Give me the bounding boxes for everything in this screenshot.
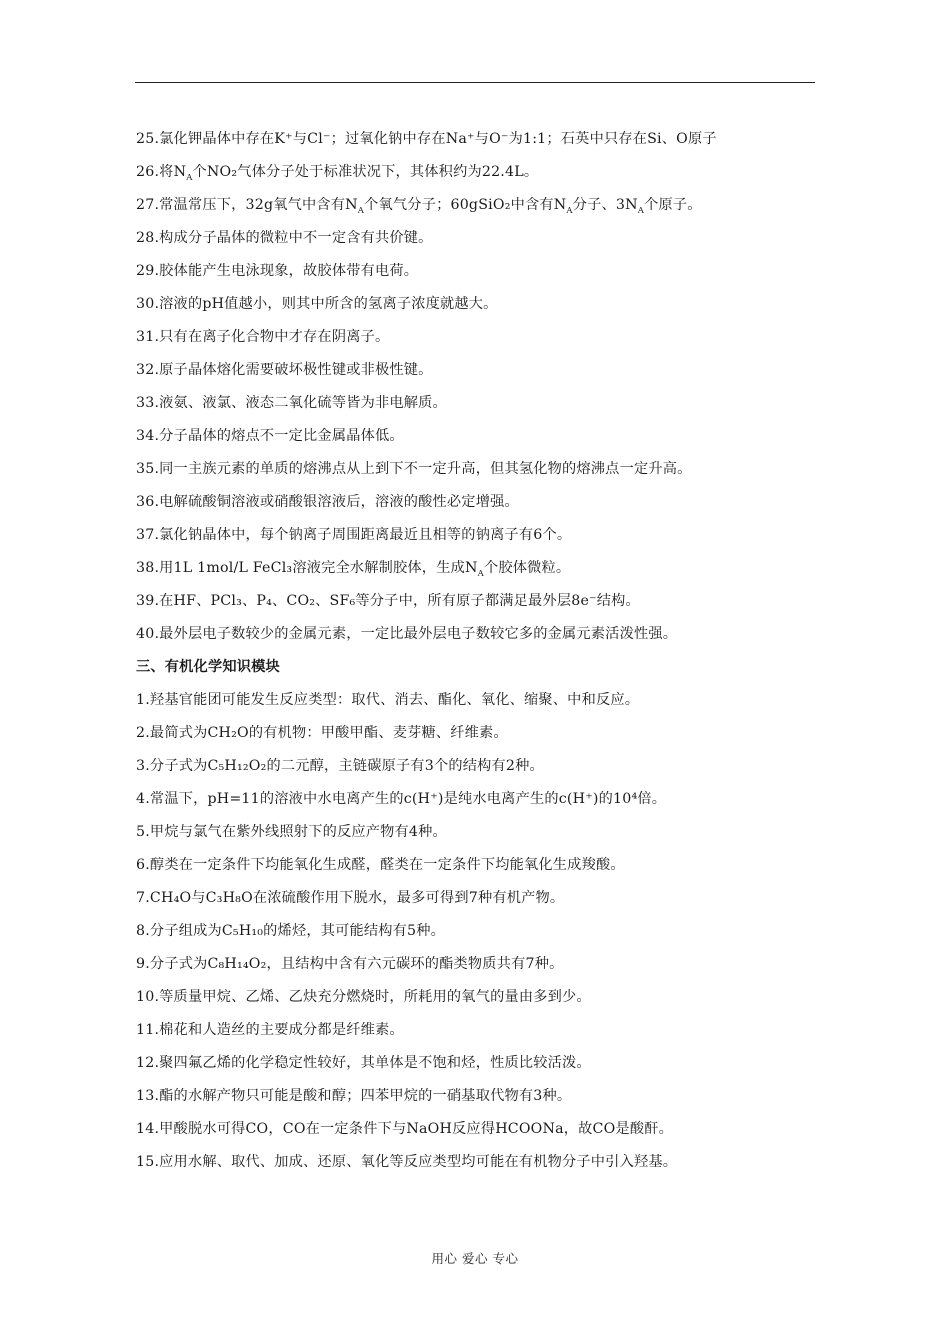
list-item-11: 11.棉花和人造丝的主要成分都是纤维素。 [136,1022,404,1038]
list-item-40: 40.最外层电子数较少的金属元素，一定比最外层电子数较它多的金属元素活泼性强。 [136,626,678,642]
list-item-2: 2.最简式为CH₂O的有机物：甲酸甲酯、麦芽糖、纤维素。 [136,725,508,741]
list-item-3: 3.分子式为C₅H₁₂O₂的二元醇，主链碳原子有3个的结构有2种。 [136,758,544,774]
list-item-38: 38.用1L 1mol/L FeCl₃溶液完全水解制胶体，生成$N_A$个胶体微粒。 [136,560,571,579]
list-item-36: 36.电解硫酸铜溶液或硝酸银溶液后，溶液的酸性必定增强。 [136,494,519,510]
list-item-4: 4.常温下，pH=11的溶液中水电离产生的c(H⁺)是纯水电离产生的c(H⁺)的10⁴倍。 [136,791,667,807]
list-item-6: 6.醇类在一定条件下均能氧化生成醛，醛类在一定条件下均能氧化生成羧酸。 [136,857,625,873]
list-item-30: 30.溶液的pH值越小，则其中所含的氢离子浓度就越大。 [136,296,498,312]
header-rule [135,82,815,83]
list-item-33: 33.液氨、液氯、液态二氧化硫等皆为非电解质。 [136,395,447,411]
list-item-32: 32.原子晶体熔化需要破坏极性键或非极性键。 [136,362,433,378]
list-item-37: 37.氯化钠晶体中，每个钠离子周围距离最近且相等的钠离子有6个。 [136,527,572,543]
list-item-12: 12.聚四氟乙烯的化学稳定性较好，其单体是不饱和烃，性质比较活泼。 [136,1055,591,1071]
list-item-39: 39.在HF、PCl₃、P₄、CO₂、SF₆等分子中，所有原子都满足最外层8e⁻结构。 [136,593,640,609]
list-item-29: 29.胶体能产生电泳现象，故胶体带有电荷。 [136,263,419,279]
list-item-27: 27.常温常压下，32g氧气中含有$N_A$个氧气分子；60gSiO₂中含有$N_A$分子、$3N_A$个原子。 [136,197,702,216]
list-item-1: 1.羟基官能团可能发生反应类型：取代、消去、酯化、氧化、缩聚、中和反应。 [136,692,640,708]
list-item-34: 34.分子晶体的熔点不一定比金属晶体低。 [136,428,404,444]
page-footer: 用心 爱心 专心 [431,1251,519,1266]
list-item-5: 5.甲烷与氯气在紫外线照射下的反应产物有4种。 [136,824,447,840]
list-item-28: 28.构成分子晶体的微粒中不一定含有共价键。 [136,230,433,246]
list-item-9: 9.分子式为C₈H₁₄O₂，且结构中含有六元碳环的酯类物质共有7种。 [136,956,564,972]
list-item-15: 15.应用水解、取代、加成、还原、氧化等反应类型均可能在有机物分子中引入羟基。 [136,1154,678,1170]
list-item-13: 13.酯的水解产物只可能是酸和醇；四苯甲烷的一硝基取代物有3种。 [136,1088,572,1104]
list-item-10: 10.等质量甲烷、乙烯、乙炔充分燃烧时，所耗用的氧气的量由多到少。 [136,989,591,1005]
list-item-35: 35.同一主族元素的单质的熔沸点从上到下不一定升高，但其氢化物的熔沸点一定升高。 [136,461,692,477]
list-item-8: 8.分子组成为C₅H₁₀的烯烃，其可能结构有5种。 [136,923,446,939]
list-item-26: 26.将$N_A$个NO₂气体分子处于标准状况下，其体积约为22.4L。 [136,164,539,183]
list-item-25: 25.氯化钾晶体中存在K⁺与Cl⁻；过氧化钠中存在Na⁺与O⁻为1:1；石英中只存在Si、O原子 [136,131,717,147]
section-heading: 三、有机化学知识模块 [136,659,280,675]
list-item-7: 7.CH₄O与C₃H₈O在浓硫酸作用下脱水，最多可得到7种有机产物。 [136,890,565,906]
list-item-14: 14.甲酸脱水可得CO，CO在一定条件下与NaOH反应得HCOONa，故CO是酸酐。 [136,1121,673,1137]
list-item-31: 31.只有在离子化合物中才存在阴离子。 [136,329,390,345]
document-body [136,123,826,1179]
